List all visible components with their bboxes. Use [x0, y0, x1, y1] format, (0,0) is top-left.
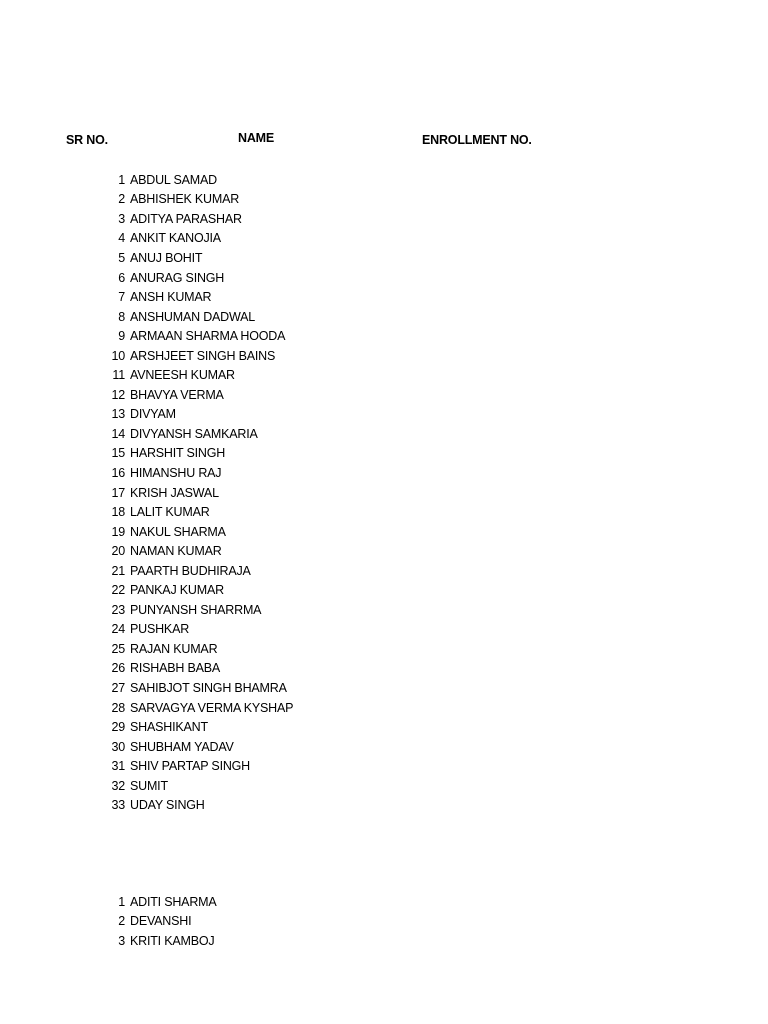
student-name: NAKUL SHARMA — [130, 524, 226, 539]
student-name: ANUJ BOHIT — [130, 250, 203, 265]
list-row — [100, 717, 293, 737]
list-row — [100, 346, 293, 366]
serial-number: 26 — [111, 661, 125, 676]
student-name: ADITYA PARASHAR — [130, 211, 242, 226]
list-row — [100, 424, 293, 444]
serial-number: 5 — [118, 250, 125, 265]
student-name: PUSHKAR — [130, 622, 190, 637]
student-name: SHASHIKANT — [130, 720, 208, 735]
serial-number: 24 — [111, 622, 125, 637]
student-name: RISHABH BABA — [130, 661, 220, 676]
serial-number: 31 — [111, 759, 125, 774]
serial-number: 1 — [118, 172, 125, 187]
header-enrollment-no: ENROLLMENT NO. — [422, 133, 532, 147]
student-name: ABHISHEK KUMAR — [130, 192, 240, 207]
serial-number: 33 — [111, 798, 125, 813]
serial-number: 3 — [118, 211, 125, 226]
student-name: SHUBHAM YADAV — [130, 739, 234, 754]
student-name: KRISH JASWAL — [130, 485, 219, 500]
list-row — [100, 326, 293, 346]
serial-number: 28 — [111, 700, 125, 715]
student-name: ANURAG SINGH — [130, 270, 225, 285]
list-row — [100, 561, 293, 581]
list-row — [100, 776, 293, 796]
serial-number: 10 — [111, 348, 125, 363]
list-row — [100, 698, 293, 718]
serial-number: 22 — [111, 583, 125, 598]
student-name: BHAVYA VERMA — [130, 387, 224, 402]
list-row — [100, 620, 293, 640]
student-name: RAJAN KUMAR — [130, 641, 218, 656]
serial-number: 21 — [111, 563, 125, 578]
list-row — [100, 463, 293, 483]
header-sr-no: SR NO. — [66, 133, 108, 147]
student-name: ABDUL SAMAD — [130, 172, 217, 187]
list-row — [100, 600, 293, 620]
list-row — [100, 229, 293, 249]
student-name: DIVYANSH SAMKARIA — [130, 426, 258, 441]
list-row — [100, 365, 293, 385]
serial-number: 15 — [111, 446, 125, 461]
serial-number: 7 — [118, 290, 125, 305]
student-name: LALIT KUMAR — [130, 505, 210, 520]
serial-number: 6 — [118, 270, 125, 285]
serial-number: 27 — [111, 680, 125, 695]
list-row — [100, 502, 293, 522]
serial-number: 11 — [112, 368, 125, 383]
header-name: NAME — [238, 131, 275, 145]
student-name: SAHIBJOT SINGH BHAMRA — [130, 680, 287, 695]
serial-number: 18 — [111, 505, 125, 520]
student-name: KRITI KAMBOJ — [130, 933, 215, 948]
list-row — [100, 287, 293, 307]
serial-number: 4 — [118, 231, 125, 246]
student-list-1 — [100, 170, 293, 815]
student-name: PANKAJ KUMAR — [130, 583, 224, 598]
student-name: ARSHJEET SINGH BAINS — [130, 348, 276, 363]
list-row — [100, 580, 293, 600]
student-name: ADITI SHARMA — [130, 894, 217, 909]
list-row — [100, 405, 293, 425]
student-name: PAARTH BUDHIRAJA — [130, 563, 251, 578]
list-row — [100, 307, 293, 327]
serial-number: 3 — [118, 933, 125, 948]
serial-number: 25 — [111, 641, 125, 656]
student-name: HIMANSHU RAJ — [130, 465, 222, 480]
serial-number: 29 — [111, 720, 125, 735]
list-row — [100, 931, 217, 951]
serial-number: 30 — [111, 739, 125, 754]
student-name: ANSH KUMAR — [130, 290, 212, 305]
list-row — [100, 756, 293, 776]
serial-number: 9 — [118, 329, 125, 344]
student-name: ARMAAN SHARMA HOODA — [130, 329, 286, 344]
list-row — [100, 268, 293, 288]
student-name: SUMIT — [130, 778, 168, 793]
list-row — [100, 385, 293, 405]
list-row — [100, 444, 293, 464]
serial-number: 8 — [118, 309, 125, 324]
student-list-2 — [100, 892, 217, 951]
serial-number: 14 — [111, 426, 125, 441]
list-row — [100, 248, 293, 268]
serial-number: 32 — [111, 778, 125, 793]
list-row — [100, 209, 293, 229]
list-row — [100, 483, 293, 503]
serial-number: 13 — [111, 407, 125, 422]
serial-number: 12 — [111, 387, 125, 402]
list-row — [100, 639, 293, 659]
serial-number: 16 — [111, 465, 125, 480]
serial-number: 17 — [111, 485, 125, 500]
student-name: ANSHUMAN DADWAL — [130, 309, 256, 324]
list-row — [100, 541, 293, 561]
list-row — [100, 737, 293, 757]
student-name: UDAY SINGH — [130, 798, 205, 813]
student-name: ANKIT KANOJIA — [130, 231, 221, 246]
student-name: HARSHIT SINGH — [130, 446, 226, 461]
serial-number: 20 — [111, 544, 125, 559]
student-name: SHIV PARTAP SINGH — [130, 759, 251, 774]
list-row — [100, 678, 293, 698]
serial-number: 2 — [118, 192, 125, 207]
student-name: NAMAN KUMAR — [130, 544, 222, 559]
serial-number: 19 — [111, 524, 125, 539]
student-name: PUNYANSH SHARRMA — [130, 602, 262, 617]
list-row — [100, 892, 217, 912]
list-row — [100, 912, 217, 932]
list-row — [100, 796, 293, 816]
student-name: SARVAGYA VERMA KYSHAP — [130, 700, 294, 715]
list-row — [100, 170, 293, 190]
serial-number: 23 — [111, 602, 125, 617]
serial-number: 1 — [118, 894, 125, 909]
list-row — [100, 522, 293, 542]
student-name: DEVANSHI — [130, 914, 192, 929]
list-row — [100, 190, 293, 210]
serial-number: 2 — [118, 914, 125, 929]
student-name: DIVYAM — [130, 407, 176, 422]
student-name: AVNEESH KUMAR — [130, 368, 235, 383]
list-row — [100, 659, 293, 679]
